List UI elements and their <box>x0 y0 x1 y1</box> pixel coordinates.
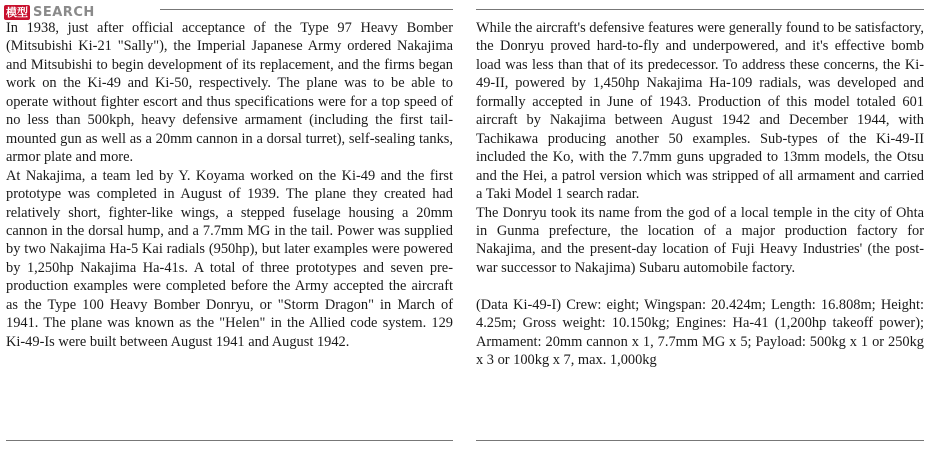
left-text-column <box>6 19 453 351</box>
bottom-rule-left <box>6 440 453 441</box>
top-rule-left <box>160 9 453 10</box>
watermark-site-text: SEARCH <box>33 4 95 20</box>
left-paragraph-intro: In 1938, just after official acceptance of the Type 97 Heavy Bomber (Mitsubishi Ki-21 "Sally"), the Imperial Japanese Army ordered Nakajima and Mitsubishi to begin development of its replacement, and the firms began work on the Ki-49 and Ki-50, respectively. The plane was to be able to operate without fighter escort and thus specifications were for a top speed of no less than 500kph, heavy defensive armament (including the first tail-mounted gun as well as a 20mm cannon in a dorsal turret), self-sealing tanks, armor plate and more. <box>6 20 453 166</box>
watermark-logo <box>4 2 95 22</box>
right-text-column <box>476 19 924 370</box>
left-paragraph-nakajima: At Nakajima, a team led by Y. Koyama worked on the Ki-49 and the first prototype was completed in August of 1939. The plane they created had relatively short, fighter-like wings, a stepped fuselage housing a 20mm cannon in the dorsal hump, and a 7.7mm MG in the tail. Power was supplied by two Nakajima Ha-5 Kai radials (950hp), but later examples were powered by 1,250hp Nakajima Ha-41s. A total of three prototypes and seven pre-production examples were completed before the Army accepted the aircraft as the Type 100 Heavy Bomber Donryu, or "Storm Dragon" in March of 1941. The plane was known as the "Helen" in the Allied code system. 129 Ki-49-Is were built between August 1941 and August 1942. <box>6 167 453 350</box>
top-rule-right <box>476 9 924 10</box>
spec-data-block: (Data Ki-49-I) Crew: eight; Wingspan: 20.424m; Length: 16.808m; Height: 4.25m; Gross weight: 10.150kg; Engines: Ha-41 (1,200hp takeoff power); Armament: 20mm cannon x 1, 7.7mm MG x 5; Payload: 500kg x 1 or 250kg x 3 or 100kg x 7, max. 1,000kg <box>476 296 924 369</box>
paragraph-spacer <box>476 277 924 295</box>
bottom-rule-right <box>476 440 924 441</box>
right-paragraph-name-origin: The Donryu took its name from the god of a local temple in the city of Ohta in Gunma prefecture, the location of a major production factory for Nakajima, and the present-day location of Fuji Heavy Industries' (the post-war successor to Nakajima) Subaru automobile factory. <box>476 204 924 276</box>
watermark-badge: 模型 <box>6 5 28 19</box>
right-paragraph-ki49-ii: While the aircraft's defensive features were generally found to be satisfactory, the Donryu proved hard-to-fly and underpowered, and it's effective bomb load was less than that of its predecessor. To address these concerns, the Ki-49-II, powered by 1,450hp Nakajima Ha-109 radials, was developed and formally accepted in June of 1943. Production of this model totaled 601 aircraft by Nakajima between August 1942 and December 1944, with Tachikawa producing another 50 examples. Sub-types of the Ki-49-II included the Ko, with the 7.7mm guns upgraded to 13mm models, the Otsu and the Hei, a patrol version which was stripped of all armament and carried a Taki Model 1 search radar. <box>476 20 924 203</box>
